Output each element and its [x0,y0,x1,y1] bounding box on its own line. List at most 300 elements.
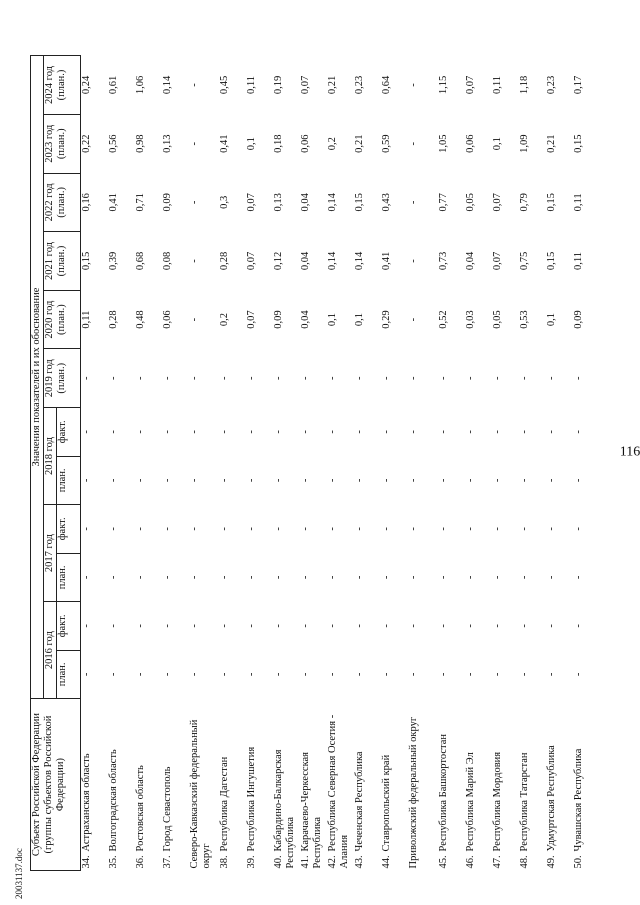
value-cell: - [135,575,147,580]
value-cell: - [189,430,201,434]
year-2022-header: 2022 год (план.) [44,173,81,232]
value-cell: - [408,430,420,434]
value-cell: - [81,376,93,380]
subject-name-cell [408,699,438,871]
value-cell: - [135,376,147,380]
value-cell: 0,3 [219,195,231,209]
value-cell: - [108,624,120,628]
value-cell: 0,77 [438,193,450,212]
value-cell: 1,06 [135,75,147,95]
value-cell: - [408,376,420,380]
value-cell: - [300,672,312,677]
value-cell: - [381,624,393,628]
subject-name-cell [381,699,408,871]
value-cell: - [273,575,285,580]
plan-2017-header: план. [57,553,81,602]
value-cell: 0,21 [327,75,339,95]
subject-name: Ростовская область [135,765,147,852]
subject-name: Карачаево-Черкесская Республика [300,752,324,869]
value-cell: 0,06 [300,134,312,153]
row-number: 37. [162,855,174,869]
value-cell: - [573,527,585,531]
value-cell: - [354,624,366,628]
value-cell: 0,41 [108,193,120,212]
subject-name: Город Севастополь [162,766,174,852]
value-cell: - [219,527,231,531]
fact-2017-header: факт. [57,505,81,554]
value-cell: - [246,478,258,483]
value-cell: - [381,527,393,531]
value-cell: - [81,527,93,531]
value-cell: - [573,672,585,677]
value-cell: - [354,430,366,434]
value-cell: - [135,624,147,628]
table-row [327,56,354,871]
value-cell: - [108,478,120,483]
value-cell: - [381,430,393,434]
value-cell: 0,04 [300,193,312,212]
value-cell: - [327,527,339,531]
value-cell: 0,39 [108,251,120,271]
value-cell: 0,13 [162,134,174,153]
value-cell: - [81,624,93,628]
value-cell: - [246,527,258,531]
value-cell: 0,28 [219,251,231,271]
value-cell: - [546,624,558,628]
value-cell: - [492,376,504,380]
value-cell: - [189,376,201,380]
value-cell: - [492,430,504,434]
value-cell: - [408,624,420,628]
value-cell: - [381,478,393,483]
subject-name: Удмуртская Республика [546,745,558,852]
value-cell: - [354,478,366,483]
subject-name: Республика Ингушетия [246,746,258,852]
value-cell: 0,18 [273,134,285,153]
value-cell: 0,45 [219,75,231,95]
value-cell: - [408,527,420,531]
value-cell: - [573,575,585,580]
value-cell: 0,22 [81,134,93,153]
subject-name: Республика Татарстан [519,752,531,852]
value-cell: - [219,376,231,380]
value-cell: 0,15 [354,193,366,212]
plan-2016-header: план. [57,650,81,699]
value-cell: - [81,672,93,677]
value-cell: 0,11 [246,75,258,94]
row-number: 36. [135,855,147,869]
value-cell: 0,15 [546,193,558,212]
value-cell: - [408,83,420,87]
table-row [546,56,573,871]
value-cell: - [273,376,285,380]
value-cell: - [519,672,531,677]
row-number: 47. [492,855,504,869]
value-cell: - [546,672,558,677]
value-cell: - [492,672,504,677]
value-cell: - [273,624,285,628]
value-cell: - [189,624,201,628]
row-number: 45. [438,855,450,869]
value-cell: - [327,376,339,380]
table-row [273,56,300,871]
value-cell: 0,21 [546,134,558,153]
table-row [300,56,327,871]
year-2016-header: 2016 год [44,602,57,699]
value-cell: 0,13 [273,193,285,212]
value-cell: - [519,430,531,434]
value-cell: - [135,527,147,531]
value-cell: - [273,478,285,483]
value-cell: 1,05 [438,134,450,153]
value-cell: - [135,430,147,434]
value-cell: 0,09 [573,310,585,329]
value-cell: 0,14 [327,193,339,212]
value-cell: 0,14 [327,251,339,271]
value-cell: 0,23 [354,75,366,95]
value-cell: - [573,624,585,628]
row-number: 38. [219,855,231,869]
table-row [219,56,246,871]
value-cell: - [300,478,312,483]
value-cell: - [189,83,201,87]
value-cell: 0,04 [300,310,312,329]
value-cell: 0,11 [573,251,585,270]
subject-name-cell [273,699,300,871]
subject-name: Республика Дагестан [219,756,231,852]
value-cell: - [354,672,366,677]
value-cell: 0,75 [519,251,531,271]
value-cell: - [189,259,201,263]
table-body [81,56,601,871]
value-cell: 0,28 [108,310,120,329]
value-cell: 0,11 [573,193,585,212]
value-cell: 0,14 [354,251,366,271]
subject-name-cell [108,699,135,871]
table-row [573,56,600,871]
value-cell: - [327,672,339,677]
value-cell: 0,09 [162,193,174,212]
value-cell: 0,03 [465,310,477,329]
value-cell: - [189,200,201,205]
value-cell: 0,07 [246,251,258,271]
row-number: 41. [300,855,312,869]
value-cell: - [546,430,558,434]
value-cell: - [546,527,558,531]
row-number: 34. [81,855,93,869]
value-cell: 0,61 [108,75,120,95]
value-cell: - [219,672,231,677]
value-cell: 0,07 [246,310,258,329]
year-2023-header: 2023 год (план.) [44,114,81,173]
table-header [31,56,81,871]
value-cell: - [108,430,120,434]
value-cell: 0,12 [273,251,285,271]
value-cell: - [546,575,558,580]
value-cell: - [162,672,174,677]
value-cell: - [327,430,339,434]
subject-name: Чеченская Республика [354,751,366,852]
value-cell: 0,1 [246,137,258,151]
value-cell: - [381,672,393,677]
subject-name-cell [300,699,327,871]
value-cell: - [438,376,450,380]
value-cell: - [162,376,174,380]
subject-name: Республика Башкортостан [438,733,450,852]
value-cell: - [135,478,147,483]
value-cell: - [438,672,450,677]
value-cell: - [465,376,477,380]
table-row [108,56,135,871]
row-number: 43. [354,855,366,869]
value-cell: - [108,672,120,677]
value-cell: 0,07 [492,193,504,212]
row-number: 40. [273,855,285,869]
value-cell: - [465,672,477,677]
subject-name-cell [162,699,189,871]
value-cell: 0,06 [465,134,477,153]
file-name: 20031137.doc [14,848,24,899]
subject-name: Республика Северная Осетия - Алания [327,714,351,869]
subject-name: Северо-Кавказский федеральный округ [189,719,213,869]
subject-name-cell [492,699,519,871]
subject-name-cell [81,699,109,871]
value-cell: 0,07 [492,251,504,271]
value-cell: - [162,575,174,580]
row-number: 44. [381,855,393,869]
value-cell: 0,73 [438,251,450,271]
value-cell: - [327,575,339,580]
value-cell: - [273,430,285,434]
subject-name-cell [246,699,273,871]
value-cell: 0,68 [135,251,147,271]
region-row [189,56,219,871]
row-number: 39. [246,855,258,869]
value-cell: - [108,575,120,580]
value-cell: - [492,527,504,531]
value-cell: - [300,527,312,531]
value-cell: - [189,527,201,531]
year-2019-header: 2019 год (план.) [44,349,81,408]
value-cell: - [108,527,120,531]
value-cell: - [189,575,201,580]
table-row [492,56,519,871]
value-cell: - [573,478,585,483]
value-cell: - [81,478,93,483]
value-cell: - [354,527,366,531]
value-cell: - [381,575,393,580]
row-number: 50. [573,855,585,869]
value-cell: - [438,527,450,531]
value-cell: - [162,624,174,628]
value-cell: - [408,575,420,580]
value-cell: 0,24 [81,75,93,95]
subject-name: Волгоградская область [108,749,120,852]
table-row [465,56,492,871]
value-cell: - [438,478,450,483]
year-2020-header: 2020 год (план.) [44,290,81,349]
value-cell: 0,06 [162,310,174,329]
value-cell: - [438,575,450,580]
row-number: 49. [546,855,558,869]
value-cell: 0,07 [300,75,312,95]
value-cell: 0,07 [246,193,258,212]
value-cell: - [162,430,174,434]
value-cell: - [465,430,477,434]
value-cell: 0,2 [219,313,231,327]
value-cell: - [519,478,531,483]
value-cell: - [300,575,312,580]
value-cell: - [519,575,531,580]
value-cell: 0,07 [465,75,477,95]
value-cell: - [219,478,231,483]
value-cell: - [408,141,420,146]
page-number: 116 [619,444,640,460]
value-cell: 1,18 [519,75,531,95]
value-cell: - [219,624,231,628]
value-cell: - [408,317,420,322]
subject-name-cell [438,699,465,871]
value-cell: 0,21 [354,134,366,153]
value-cell: 0,04 [465,251,477,271]
value-cell: 0,23 [546,75,558,95]
value-cell: 0,64 [381,75,393,95]
value-cell: - [438,624,450,628]
table-row [381,56,408,871]
value-cell: - [189,141,201,146]
value-cell: - [300,376,312,380]
value-cell: 1,09 [519,134,531,153]
value-cell: - [438,430,450,434]
subject-name: Чувашская Республика [573,748,585,852]
subject-name: Приволжский федеральный округ [408,716,420,869]
plan-2018-header: план. [57,456,81,505]
value-cell: 0,1 [546,313,558,327]
value-cell: - [408,259,420,263]
subject-name-cell [135,699,162,871]
table-row [246,56,273,871]
subject-name-cell [573,699,600,871]
value-cell: 0,11 [492,75,504,94]
row-number: 35. [108,855,120,869]
value-cell: - [465,624,477,628]
value-cell: 0,17 [573,75,585,95]
value-cell: 0,43 [381,193,393,212]
value-cell: 0,15 [81,251,93,271]
value-cell: 0,52 [438,310,450,329]
value-cell: 0,1 [327,313,339,327]
value-cell: 0,2 [327,137,339,151]
value-cell: 0,41 [381,251,393,271]
value-cell: - [273,672,285,677]
value-cell: 0,16 [81,193,93,212]
value-cell: - [219,575,231,580]
row-number: 42. [327,855,339,869]
value-cell: - [327,624,339,628]
value-cell: 0,29 [381,310,393,329]
value-cell: 0,09 [273,310,285,329]
value-cell: - [519,527,531,531]
value-cell: - [408,478,420,483]
subject-name-cell [219,699,246,871]
subject-name-cell [327,699,354,871]
value-cell: - [189,478,201,483]
value-cell: - [108,376,120,380]
value-cell: 0,79 [519,193,531,212]
value-cell: - [546,376,558,380]
year-2024-header: 2024 год (план.) [44,56,81,115]
fact-2016-header: факт. [57,602,81,651]
value-cell: 1,15 [438,75,450,95]
subject-name: Ставропольский край [381,754,393,852]
value-cell: - [465,478,477,483]
value-cell: - [246,430,258,434]
values-title: Значения показателей и их обоснование [31,56,44,699]
value-cell: 0,59 [381,134,393,153]
table-row [438,56,465,871]
subject-name-cell [189,699,219,871]
value-cell: 0,48 [135,310,147,329]
subject-name: Кабардино-Балкарская Республика [273,749,297,869]
fact-2018-header: факт. [57,408,81,457]
value-cell: - [81,430,93,434]
year-2017-header: 2017 год [44,505,57,602]
value-cell: 0,14 [162,75,174,95]
value-cell: 0,41 [219,134,231,153]
value-cell: - [573,430,585,434]
value-cell: - [81,575,93,580]
row-number: 46. [465,855,477,869]
value-cell: 0,71 [135,193,147,212]
value-cell: - [189,672,201,677]
value-cell: 0,15 [546,251,558,271]
value-cell: - [135,672,147,677]
table-row [162,56,189,871]
value-cell: - [273,527,285,531]
value-cell: - [246,672,258,677]
indicators-table [30,55,600,871]
subject-name: Республика Марий Эл [465,752,477,852]
table-row [135,56,162,871]
value-cell: 0,11 [81,310,93,329]
value-cell: - [189,317,201,322]
value-cell: - [327,478,339,483]
value-cell: - [492,478,504,483]
value-cell: 0,56 [108,134,120,153]
value-cell: - [408,672,420,677]
year-2021-header: 2021 год (план.) [44,232,81,291]
value-cell: 0,15 [573,134,585,153]
value-cell: - [300,430,312,434]
subject-name: Астраханская область [81,753,93,852]
table-row [81,56,109,871]
value-cell: 0,53 [519,310,531,329]
subject-name: Республика Мордовия [492,751,504,852]
value-cell: - [546,478,558,483]
value-cell: - [492,575,504,580]
value-cell: - [408,200,420,205]
value-cell: 0,04 [300,251,312,271]
value-cell: - [381,376,393,380]
value-cell: 0,19 [273,75,285,95]
value-cell: - [492,624,504,628]
value-cell: - [519,624,531,628]
value-cell: - [246,624,258,628]
value-cell: - [246,575,258,580]
value-cell: 0,1 [354,313,366,327]
table-row [354,56,381,871]
subject-column-header: Субъект Российской Федерации (группы субъектов Российской Федерации) [31,699,81,871]
